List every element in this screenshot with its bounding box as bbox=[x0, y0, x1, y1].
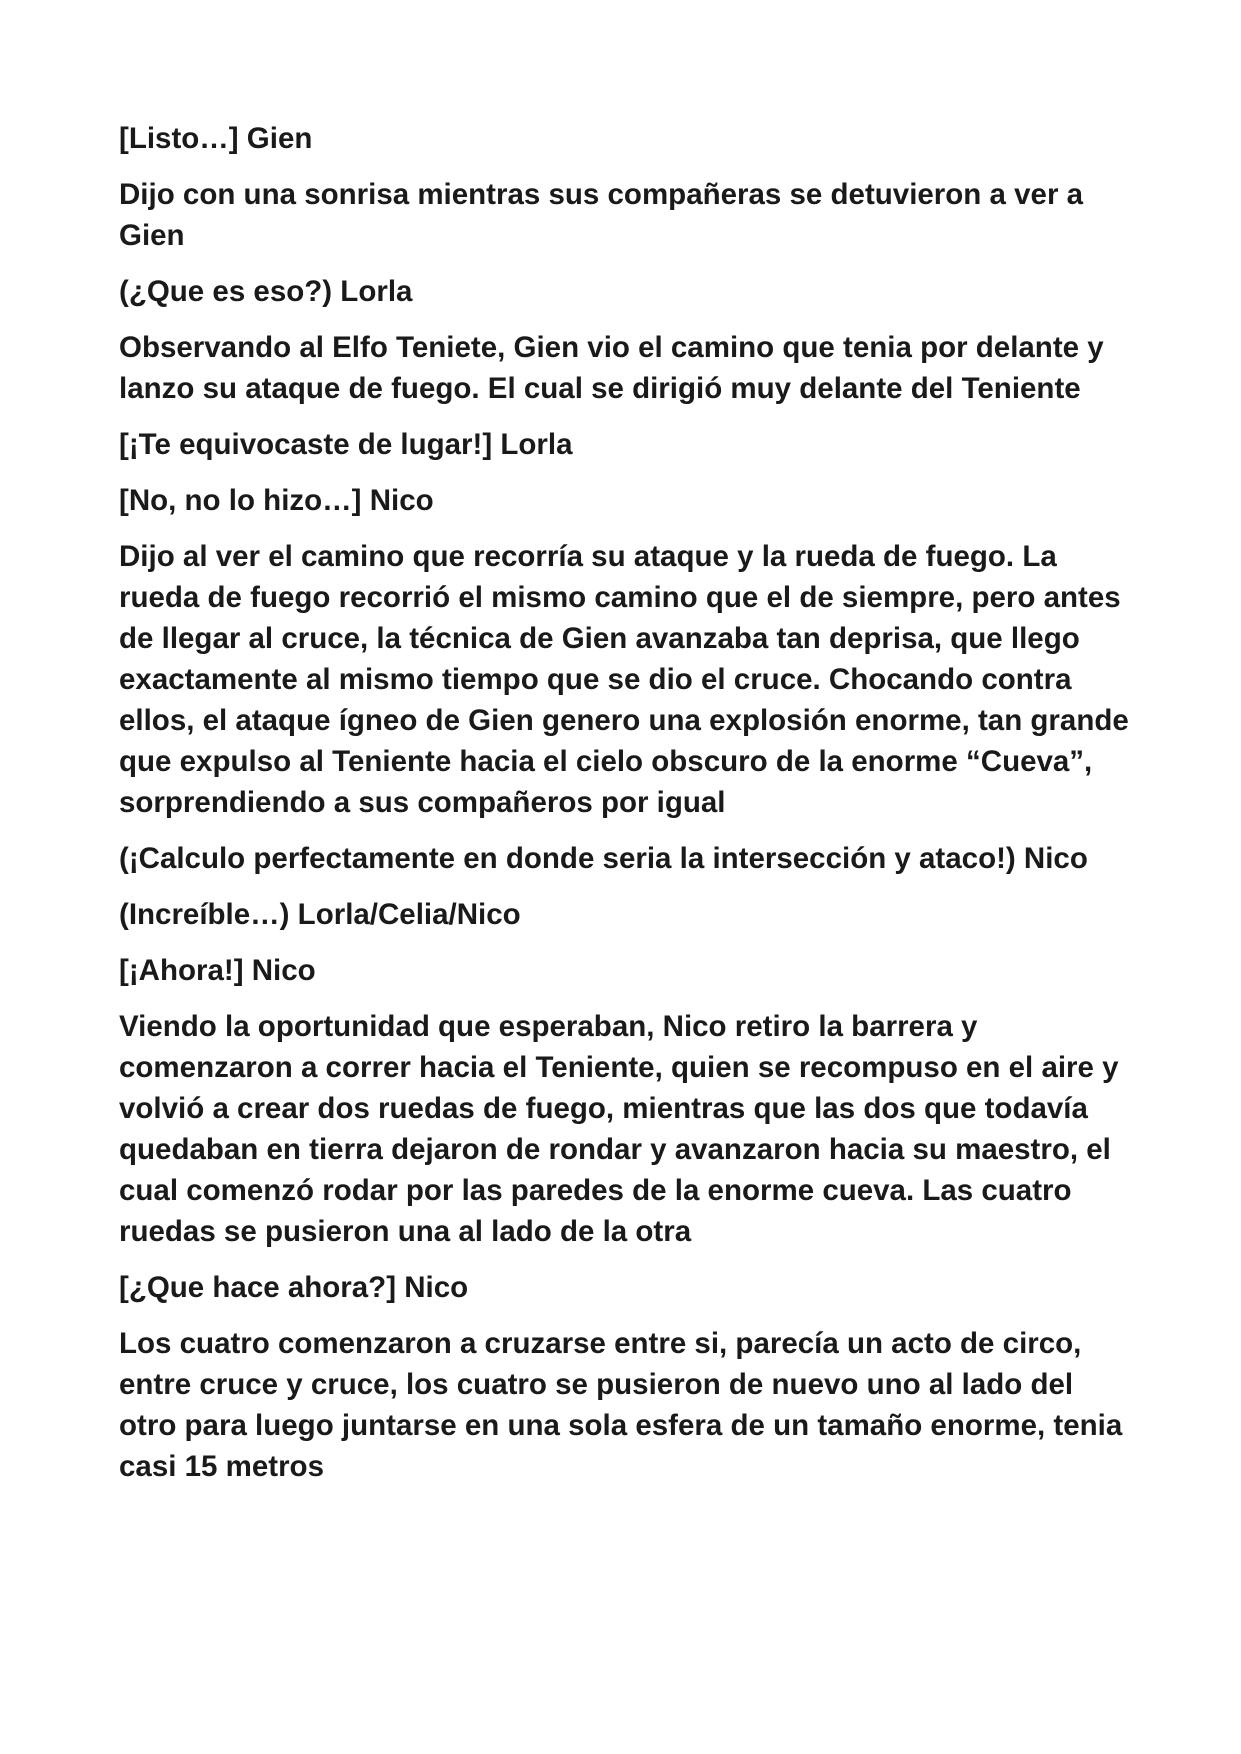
narration-paragraph: Observando al Elfo Teniete, Gien vio el camino que tenia por delante y lanzo su ataque de fuego. El cual se dirigió muy delante del Teniente bbox=[119, 331, 1104, 405]
narration-paragraph: Viendo la oportunidad que esperaban, Nico retiro la barrera y comenzaron a correr hacia el Teniente, quien se recompuso en el aire y volvió a crear dos ruedas de fuego, mientras que las dos que todavía quedaban en tierra dejaron de rondar y avanzaron hacia su maestro, el cual comenzó rodar por las paredes de la enorme cueva. Las cuatro ruedas se pusieron una al lado de la otra bbox=[119, 1010, 1119, 1248]
dialogue-line: [¡Ahora!] Nico bbox=[119, 954, 316, 987]
dialogue-line: [¡Te equivocaste de lugar!] Lorla bbox=[119, 428, 573, 461]
dialogue-line: [No, no lo hizo…] Nico bbox=[119, 484, 434, 517]
dialogue-line: [¿Que hace ahora?] Nico bbox=[119, 1271, 469, 1304]
document-page bbox=[119, 118, 1129, 1502]
dialogue-line: [Listo…] Gien bbox=[119, 122, 313, 155]
narration-paragraph: Dijo con una sonrisa mientras sus compañeras se detuvieron a ver a Gien bbox=[119, 178, 1084, 252]
narration-paragraph: Los cuatro comenzaron a cruzarse entre si, parecía un acto de circo, entre cruce y cruce, los cuatro se pusieron de nuevo uno al lado del otro para luego juntarse en una sola esfera de un tamaño enorme, tenia casi 15 metros bbox=[119, 1327, 1123, 1483]
dialogue-line: (Increíble…) Lorla/Celia/Nico bbox=[119, 898, 521, 931]
narration-paragraph: Dijo al ver el camino que recorría su ataque y la rueda de fuego. La rueda de fuego recorrió el mismo camino que el de siempre, pero antes de llegar al cruce, la técnica de Gien avanzaba tan deprisa, que llego exactamente al mismo tiempo que se dio el cruce. Chocando contra ellos, el ataque ígneo de Gien genero una explosión enorme, tan grande que expulso al Teniente hacia el cielo obscuro de la enorme “Cueva”, sorprendiendo a sus compañeros por igual bbox=[119, 540, 1129, 819]
dialogue-line: (¿Que es eso?) Lorla bbox=[119, 275, 413, 308]
dialogue-line: (¡Calculo perfectamente en donde seria la intersección y ataco!) Nico bbox=[119, 842, 1088, 875]
